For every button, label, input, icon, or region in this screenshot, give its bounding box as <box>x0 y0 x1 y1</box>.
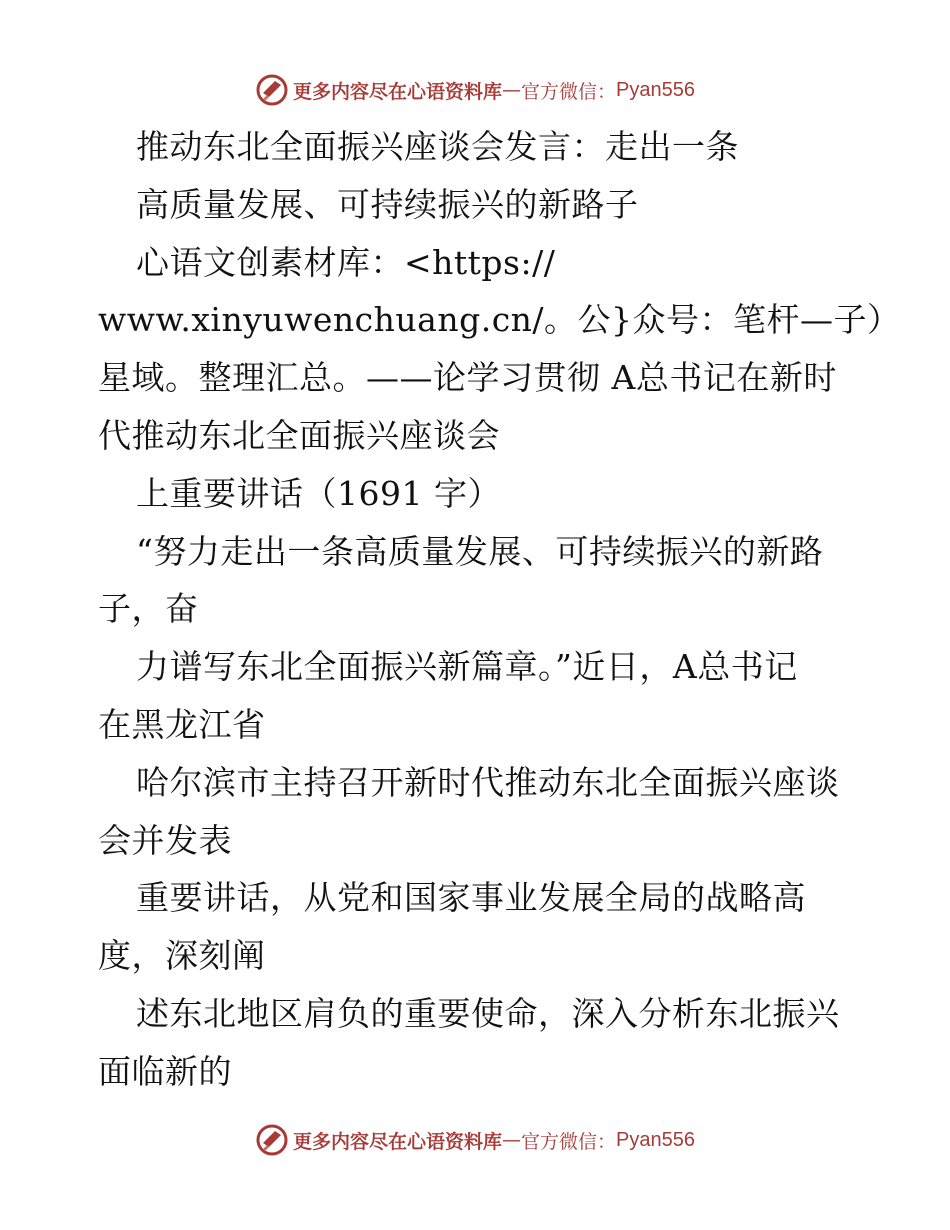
banner-separator: — <box>502 79 522 101</box>
text-line: 子，奋 <box>98 589 199 629</box>
text-line: 重要讲话，从党和国家事业发展全局的战略高 <box>136 878 806 918</box>
footer-banner <box>0 1120 950 1160</box>
text-line: “努力走出一条高质量发展、可持续振兴的新路 <box>136 531 824 571</box>
text-line: 星域。整理汇总。——论学习贯彻 A总书记在新时 <box>98 358 837 398</box>
banner-wechat-label: 官方微信： <box>521 1130 617 1153</box>
banner-wechat-id: Pyan556 <box>616 1128 695 1151</box>
banner-brand-text: 更多内容尽在心语资料库 <box>293 80 503 103</box>
brand-logo-icon <box>255 73 289 107</box>
document-body <box>98 118 901 1101</box>
banner-brand-text: 更多内容尽在心语资料库 <box>293 1130 503 1153</box>
text-line: 代推动东北全面振兴座谈会 <box>98 415 500 455</box>
text-line: 高质量发展、可持续振兴的新路子 <box>136 184 639 224</box>
text-line: 度，深刻阐 <box>98 936 266 976</box>
text-line: www.xinyuwenchuang.cn/。公}众号：笔杆—子） <box>98 300 901 340</box>
text-line: 会并发表 <box>98 820 232 860</box>
text-line: 推动东北全面振兴座谈会发言：走出一条 <box>136 127 739 166</box>
banner-wechat-id: Pyan556 <box>616 78 695 101</box>
text-line: 力谱写东北全面振兴新篇章。”近日，A总书记 <box>136 647 798 687</box>
banner-separator: — <box>502 1129 522 1151</box>
text-line: 面临新的 <box>98 1051 232 1091</box>
header-banner <box>0 70 950 110</box>
text-line: 哈尔滨市主持召开新时代推动东北全面振兴座谈 <box>136 762 840 802</box>
text-line: 上重要讲话（1691 字） <box>136 473 501 513</box>
banner-wechat-label: 官方微信： <box>521 80 617 103</box>
text-line: 述东北地区肩负的重要使命，深入分析东北振兴 <box>136 993 840 1033</box>
text-line: 在黑龙江省 <box>98 704 266 744</box>
text-line: 心语文创素材库：<https:// <box>136 242 556 282</box>
brand-logo-icon <box>255 1123 289 1157</box>
